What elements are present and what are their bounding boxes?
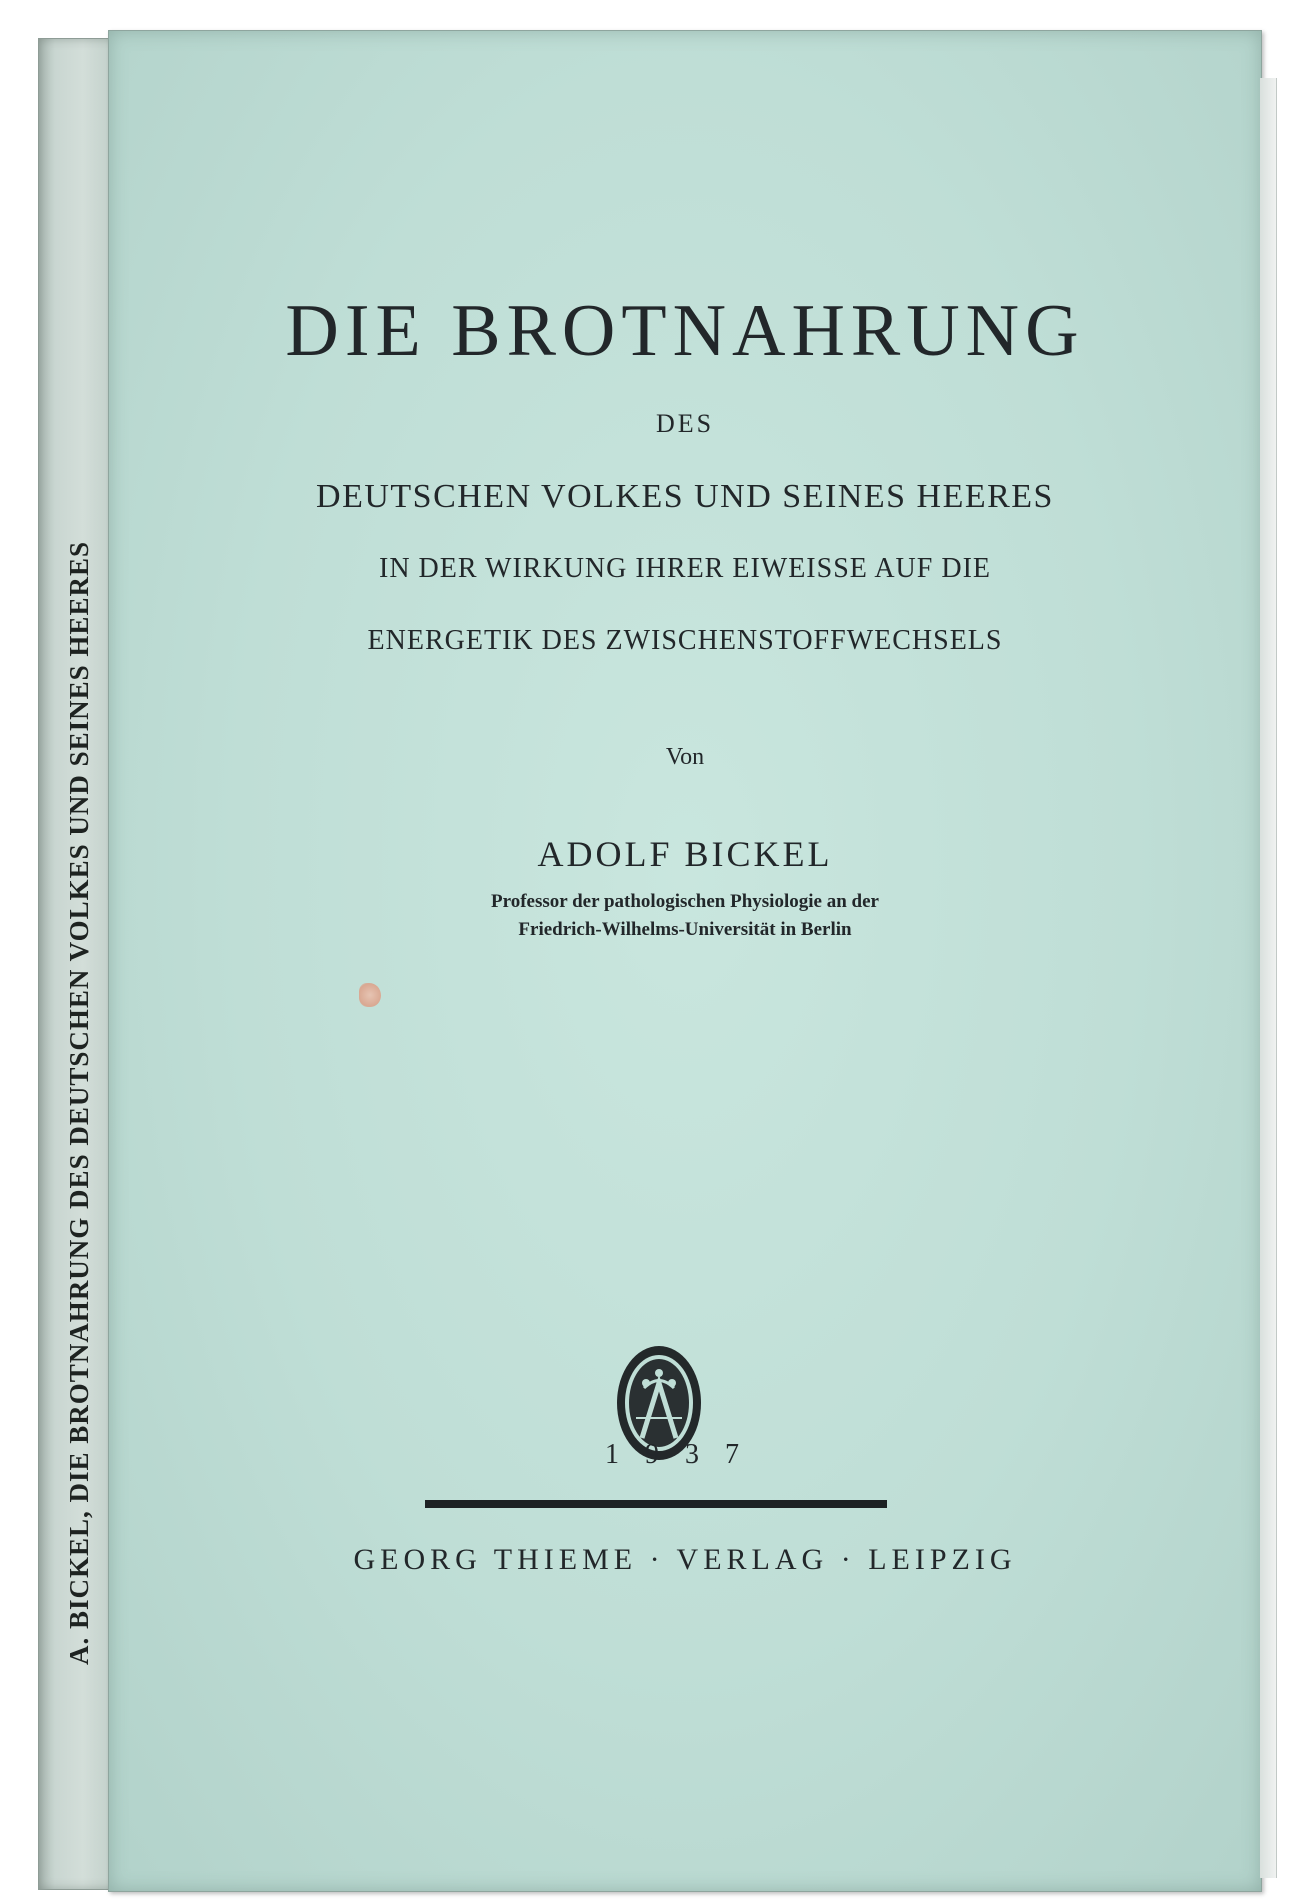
author-affiliation-1: Professor der pathologischen Physiologie an der [491,891,879,912]
title-connector: DES [655,409,715,438]
author-name: ADOLF BICKEL [537,834,833,874]
page-edges [1260,78,1277,1878]
spine-title: A. BICKEL, DIE BROTNAHRUNG DES DEUTSCHEN VOLKES UND SEINES HEERES [64,541,94,1665]
author-affiliation-2: Friedrich-Wilhelms-Universität in Berlin [518,919,852,940]
subtitle-line-1: DEUTSCHEN VOLKES UND SEINES HEERES [316,478,1054,515]
publisher: GEORG THIEME · VERLAG · LEIPZIG [353,1543,1017,1576]
by-label: Von [665,744,705,770]
divider-rule [425,1500,887,1508]
cover-stain [359,983,381,1007]
publication-year: 1937 [605,1439,765,1470]
front-cover [108,30,1262,1892]
subtitle-line-2: IN DER WIRKUNG IHRER EIWEISSE AUF DIE [379,553,991,584]
book-title: DIE BROTNAHRUNG [285,290,1085,372]
book [20,18,1260,1888]
subtitle-line-3: ENERGETIK DES ZWISCHENSTOFFWECHSELS [367,625,1003,656]
